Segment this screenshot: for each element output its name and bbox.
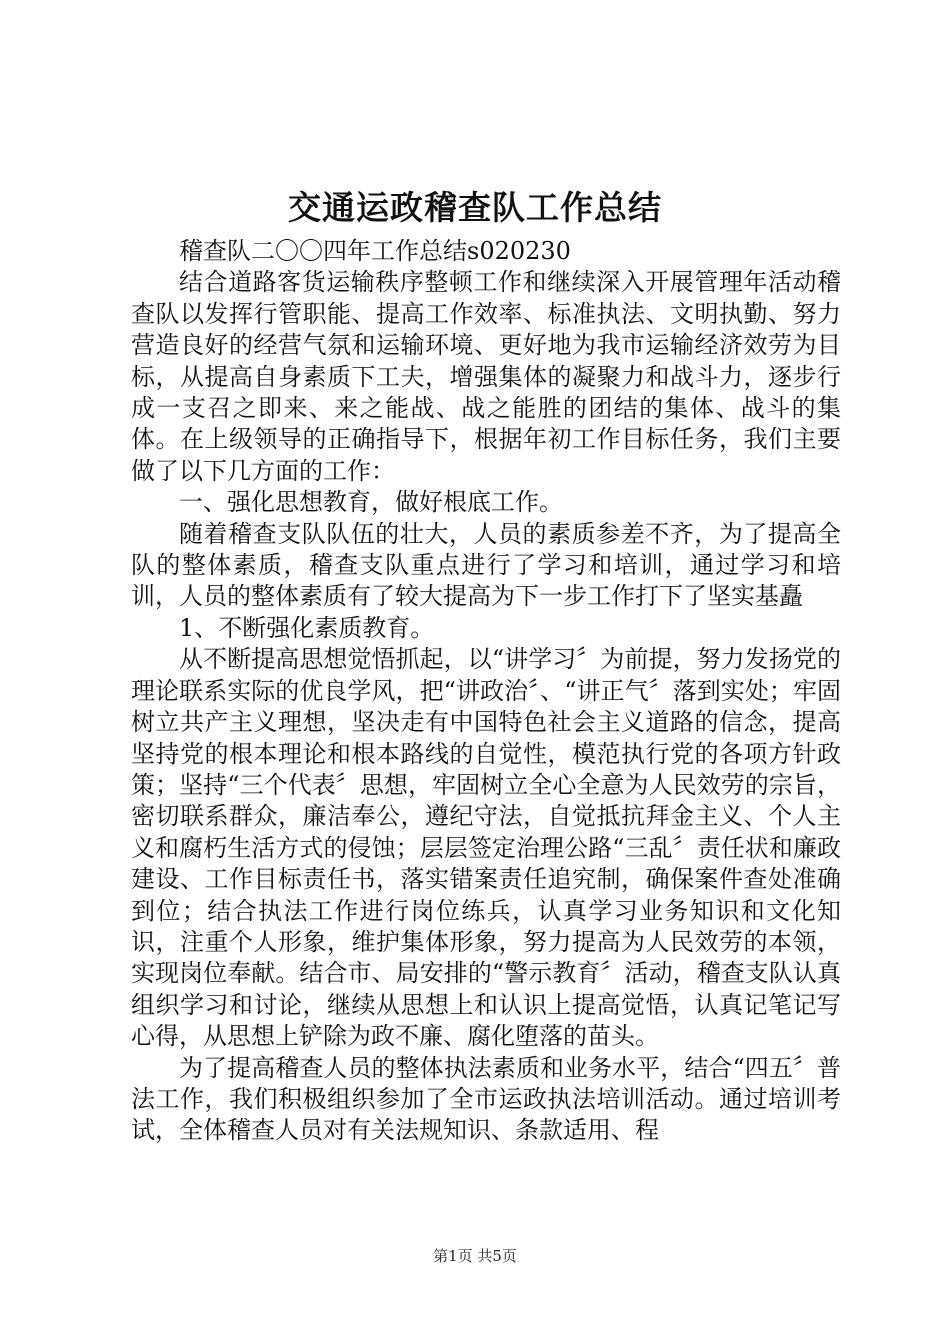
paragraph-ideology: 从不断提高思想觉悟抓起，以“讲学习〞为前提，努力发扬党的理论联系实际的优良学风，把“讲政治〞、“讲正气〞落到实处；牢固树立共产主义理想，坚决走有中国特色社会主义道路的信念，提高坚持党的根本理论和根本路线的自觉性，模范执行党的各项方针政策；坚持“三个代表〞思想，牢固树立全心全意为人民效劳的宗旨，密切联系群众，廉洁奉公，遵纪守法，自觉抵抗拜金主义、个人主义和腐朽生活方式的侵蚀；层层签定治理公路“三乱〞责任状和廉政建设、工作目标责任书，落实错案责任追究制，确保案件查处准确到位；结合执法工作进行岗位练兵，认真学习业务知识和文化知识，注重个人形象，维护集体形象，努力提高为人民效劳的本领，实现岗位奉献。结合市、局安排的“警示教育〞活动，稽查支队认真组织学习和讨论，继续从思想上和认识上提高觉悟，认真记笔记写心得，从思想上铲除为政不廉、腐化堕落的苗头。: [131, 645, 841, 1051]
section-heading-1: 一、强化思想教育，做好根底工作。: [179, 488, 563, 517]
subsection-heading-1: 1、不断强化素质教育。: [179, 613, 435, 642]
page-number: 第1页 共5页: [433, 1247, 517, 1265]
paragraph-legal-training: 为了提高稽查人员的整体执法素质和业务水平，结合“四五〞普法工作，我们积极组织参加了全市运政执法培训活动。通过培训考试，全体稽查人员对有关法规知识、条款适用、程: [131, 1053, 841, 1145]
paragraph-training: 随着稽查支队队伍的壮大，人员的素质参差不齐，为了提高全队的整体素质，稽查支队重点进行了学习和培训，通过学习和培训，人员的整体素质有了较大提高为下一步工作打下了坚实基矗: [131, 519, 841, 611]
document-title: 交通运政稽查队工作总结: [288, 188, 662, 227]
paragraph-subtitle: 稽查队二〇〇四年工作总结s020230: [179, 237, 571, 265]
document-body: [131, 236, 841, 1147]
paragraph-intro: 结合道路客货运输秩序整顿工作和继续深入开展管理年活动稽查队以发挥行管职能、提高工作效率、标准执法、文明执勤、努力营造良好的经营气氛和运输环境、更好地为我市运输经济效劳为目标，从提高自身素质下工夫，增强集体的凝聚力和战斗力，逐步行成一支召之即来、来之能战、战之能胜的团结的集体、战斗的集体。在上级领导的正确指导下，根据年初工作目标任务，我们主要做了以下几方面的工作：: [131, 268, 841, 485]
